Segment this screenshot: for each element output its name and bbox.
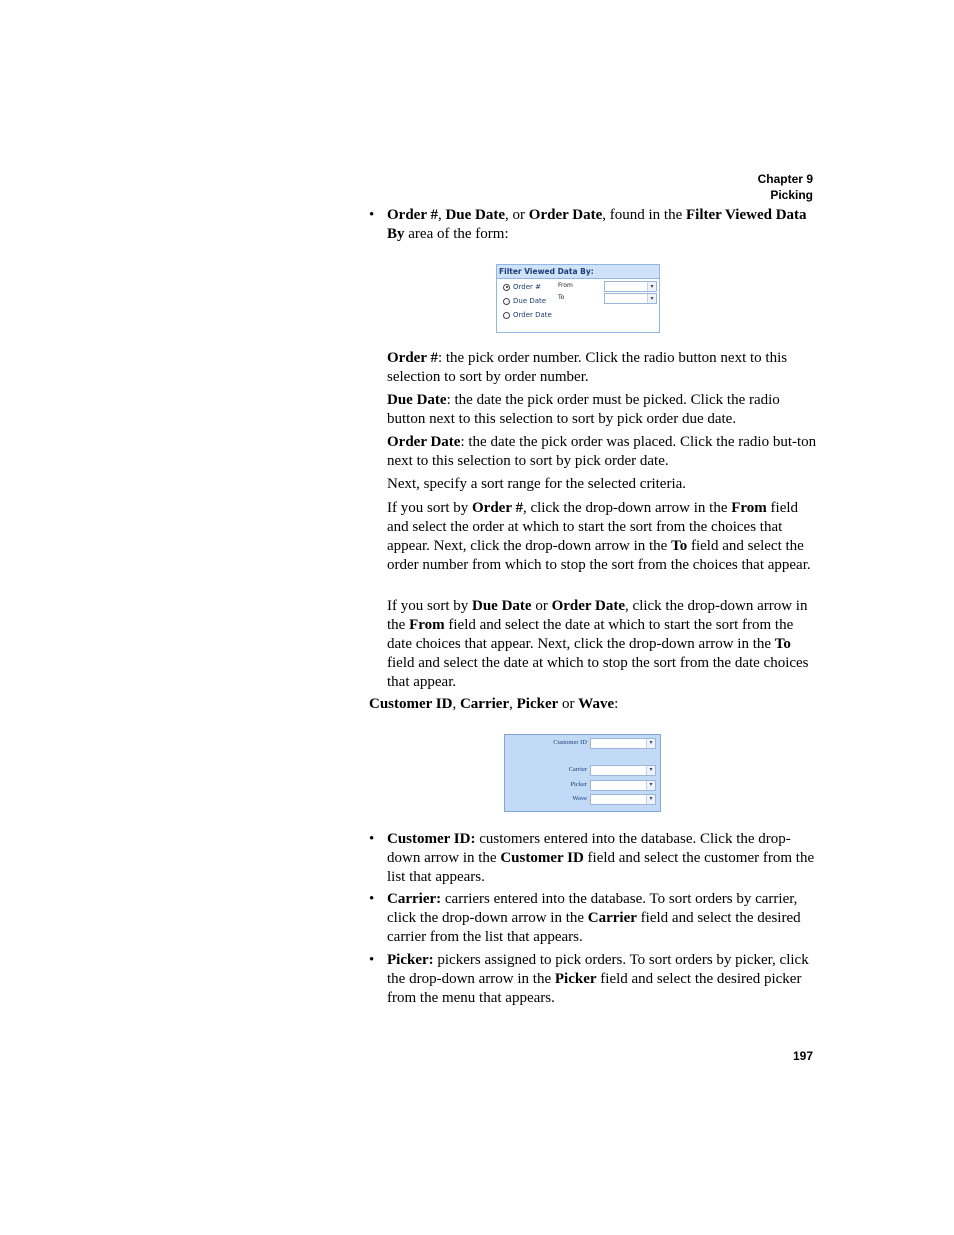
term: Picker [516,696,559,712]
radio-label: Order Date [513,311,552,319]
text: field and select the order at which to start the sort from the choices that appear. Next, click the drop-down arrow in the [387,500,799,554]
term: To [774,636,791,652]
radio-label: Order # [513,283,541,291]
term: Wave [578,696,615,712]
section-label: Picking [770,188,813,202]
text: pickers assigned to pick orders. To sort orders by picker, click the drop-down arrow in the [387,952,809,987]
term: Customer ID [500,850,584,866]
chevron-down-icon[interactable]: ▾ [646,766,655,775]
text: customers entered into the database. Click the drop-down arrow in the [387,831,791,866]
customer-id-dropdown[interactable] [590,738,656,749]
radio-icon [503,312,510,319]
order-date-desc [387,433,817,471]
term: Order # [387,350,438,366]
term: Carrier: [387,891,442,907]
text: field and select the desired picker from the menu that appears. [387,971,802,1006]
bullet-marker: • [369,952,375,968]
text: area of the form: [404,226,509,242]
customer-filter-panel [504,734,661,812]
term: Due Date [445,207,506,223]
filter-panel-title: Filter Viewed Data By: [497,265,659,279]
text: If you sort by [387,598,472,614]
radio-icon [503,298,510,305]
filter-viewed-data-panel [496,264,660,333]
term: Due Date [387,392,447,408]
text: : the pick order number. Click the radio button next to this selection to sort by order number. [387,350,788,385]
from-dropdown[interactable] [604,281,657,292]
text: carriers entered into the database. To sort orders by carrier, click the drop-down arrow in the [387,891,798,926]
to-dropdown[interactable] [604,293,657,304]
term: From [731,500,767,516]
text: , or [505,207,529,223]
chevron-down-icon[interactable]: ▾ [647,294,656,303]
text: , click the drop-down arrow in the [387,598,808,633]
picker-label: Picker [570,781,587,788]
text: : the date the pick order must be picked. Click the radio button next to this selection to sort by pick order due date. [387,392,780,427]
to-label: To [558,294,565,301]
term: Order Date [528,207,603,223]
picker-dropdown[interactable] [590,780,656,791]
text: : [614,696,619,712]
due-date-desc [387,391,817,429]
customer-heading [369,695,618,714]
term: Order # [472,500,523,516]
sort-order-paragraph [387,499,817,575]
text: , click the drop-down arrow in the [522,500,732,516]
running-header [758,171,813,203]
text: field and select the order number from which to stop the sort from the choices that appear. [387,538,811,573]
radio-order-date[interactable] [503,309,552,321]
text: or [531,598,552,614]
term: Order Date [551,598,626,614]
wave-label: Wave [572,795,587,802]
chevron-down-icon[interactable]: ▾ [646,795,655,804]
sort-date-paragraph [387,597,817,692]
radio-label: Due Date [513,297,547,305]
term: Filter Viewed Data By [387,207,807,242]
term: Picker [554,971,597,987]
intro-bullet-text [387,206,817,244]
order-number-desc [387,349,817,387]
radio-order-number[interactable] [503,281,541,293]
text: field and select the desired carrier from the list that appears. [387,910,801,945]
term: Order Date [387,434,461,450]
text: , [452,696,460,712]
term: Order # [387,207,438,223]
bullet-marker: • [369,831,375,847]
term: Carrier [587,910,637,926]
term: Customer ID: [387,831,476,847]
carrier-bullet [387,890,817,947]
term: Picker: [387,952,434,968]
text: , [509,696,517,712]
text: : the date the pick order was placed. Click the radio but-ton next to this selection to sort by pick order date. [387,434,817,469]
chevron-down-icon[interactable]: ▾ [646,781,655,790]
term: Carrier [459,696,510,712]
chevron-down-icon[interactable]: ▾ [647,282,656,291]
chapter-label: Chapter 9 [757,172,813,186]
text: , found in the [602,207,686,223]
text: or [558,696,579,712]
bullet-marker: • [369,207,375,223]
text: , [437,207,446,223]
text: If you sort by [387,500,472,516]
text: field and select the date at which to stop the sort from the date choices that appear. [387,655,809,690]
customer-id-label: Customer ID [553,739,587,746]
term: Customer ID [369,696,453,712]
chevron-down-icon[interactable]: ▾ [646,739,655,748]
term: From [409,617,445,633]
carrier-label: Carrier [568,766,587,773]
wave-dropdown[interactable] [590,794,656,805]
term: To [671,538,688,554]
radio-due-date[interactable] [503,295,546,307]
carrier-dropdown[interactable] [590,765,656,776]
page-number: 197 [792,1049,813,1063]
customer-id-bullet [387,830,817,887]
text: field and select the date at which to start the sort from the date choices that appear. Next, click the drop-down arrow in the [387,617,794,652]
from-label: From [558,282,573,289]
bullet-marker: • [369,891,375,907]
next-specify-text: Next, specify a sort range for the selected criteria. [387,476,687,492]
radio-selected-icon [503,284,510,291]
picker-bullet [387,951,817,1008]
term: Due Date [472,598,532,614]
text: field and select the customer from the list that appears. [387,850,815,885]
